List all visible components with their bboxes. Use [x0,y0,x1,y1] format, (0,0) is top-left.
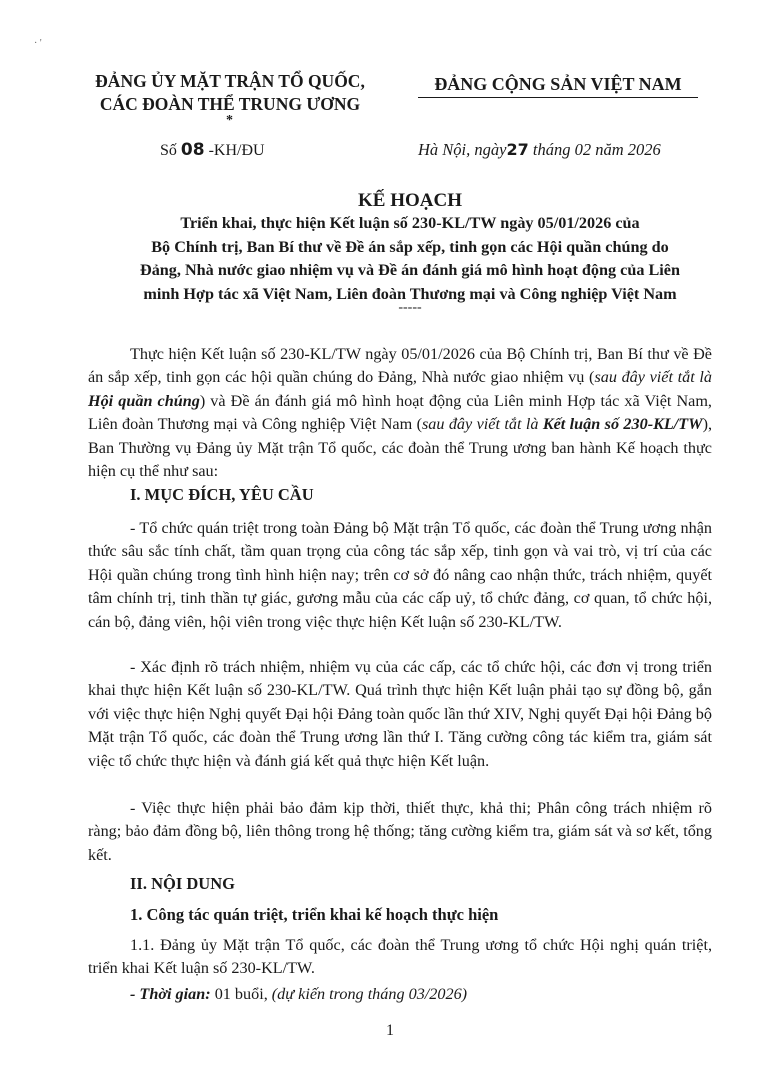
title-separator: ----- [398,300,422,315]
subtitle-line: Bộ Chính trị, Ban Bí thư về Đề án sắp xếp, tinh gọn các Hội quần chúng do [151,237,669,256]
date-prefix: Hà Nội, ngày [418,140,507,159]
document-title: KẾ HOẠCH [358,190,462,211]
section-2-heading [88,872,712,895]
document-number [160,140,265,160]
section-1-para-2 [88,656,712,773]
intro-text-3: ), Ban Thường vụ Đảng ủy Mặt trận Tổ quốc, các đoàn thể Trung ương ban hành Kế hoạch thực hiện cụ thể như sau: [88,415,713,481]
org-line-1: ĐẢNG ỦY MẶT TRẬN TỔ QUỐC, [95,71,365,91]
date-day: 27 [506,140,529,159]
section-1-heading [88,483,712,506]
party-underline [418,97,698,98]
issuing-organization [60,70,400,116]
section-2-subheading [88,903,712,926]
time-label: - Thời gian: [130,985,211,1003]
time-value: 01 buổi, [210,985,272,1003]
date-suffix: tháng 02 năm 2026 [532,140,661,159]
intro-italic-1: sau đây viết tắt là [594,368,713,387]
so-number: 08 [180,140,205,160]
subsection-heading: 1. Công tác quán triệt, triển khai kế hoạch thực hiện [130,905,499,924]
subtitle-line: Đảng, Nhà nước giao nhiệm vụ và Đề án đánh giá mô hình hoạt động của Liên [140,261,680,279]
document-date [418,140,661,160]
paragraph-text: - Tổ chức quán triệt trong toàn Đảng bộ Mặt trận Tổ quốc, các đoàn thể Trung ương nhận thức sâu sắc tính chất, tầm quan trọng của công tác sắp xếp, tinh gọn và vai trò, vị trí của các Hội quần chúng trong tình hình hiện nay; trên cơ sở đó nâng cao nhận thức, trách nhiệm, quyết tâm chính trị, tinh thần tự giác, gương mẫu của các cấp uỷ, tổ chức đảng, cơ quan, tổ chức hội, cán bộ, đảng viên, hội viên trong việc thực hiện Kết luận số 230-KL/TW. [88,519,712,631]
document-subtitle [84,212,736,306]
section-1-para-3 [88,797,712,867]
paragraph-text: - Xác định rõ trách nhiệm, nhiệm vụ của các cấp, các tổ chức hội, các đơn vị trong triển khai thực hiện Kết luận số 230-KL/TW. Quá trình thực hiện Kết luận phải tạo sự đồng bộ, gắn với việc thực hiện Nghị quyết Đại hội Đảng toàn quốc lần thứ XIV, Nghị quyết Đại hội Đảng bộ Mặt trận Tổ quốc, các đoàn thể Trung ương lần thứ I. Tăng cường công tác kiểm tra, giám sát việc tổ chức thực hiện và đánh giá kết quả thực hiện Kết luận. [88,658,712,770]
intro-paragraph [88,343,712,483]
intro-text-2: ) và Đề án đánh giá mô hình hoạt động của Liên minh Hợp tác xã Việt Nam, Liên đoàn Thương mại và Công nghiệp Việt Nam ( [88,391,712,434]
scan-mark: · ' [34,38,42,49]
so-prefix: Số [160,142,177,159]
section-2-item-1-1 [88,934,712,981]
intro-bold-2: Kết luận số 230-KL/TW [542,415,703,434]
paragraph-text: 1.1. Đảng ủy Mặt trận Tổ quốc, các đoàn thể Trung ương tổ chức Hội nghị quán triệt, triển khai Kết luận số 230-KL/TW. [88,936,712,978]
paragraph-text: - Việc thực hiện phải bảo đảm kịp thời, thiết thực, khả thi; Phân công trách nhiệm rõ ràng; bảo đảm đồng bộ, liên thông trong hệ thống; tăng cường kiểm tra, giám sát và sơ kết, tổng kết. [88,799,712,864]
party-name: ĐẢNG CỘNG SẢN VIỆT NAM [434,74,682,94]
page-number: 1 [386,1022,394,1039]
intro-italic-2: sau đây viết tắt là [421,415,543,434]
intro-text-1: Thực hiện Kết luận số 230-KL/TW ngày 05/01/2026 của Bộ Chính trị, Ban Bí thư về Đề án sắp xếp, tinh gọn các hội quần chúng do Đảng, Nhà nước giao nhiệm vụ ( [88,345,712,387]
section-heading: II. NỘI DUNG [130,874,235,893]
section-1-para-1 [88,517,712,634]
intro-bold-1: Hội quần chúng [88,391,200,410]
subtitle-line: minh Hợp tác xã Việt Nam, Liên đoàn Thương mại và Công nghiệp Việt Nam [143,284,677,303]
time-note: (dự kiến trong tháng 03/2026) [271,985,468,1003]
party-header [408,74,708,98]
section-heading: I. MỤC ĐÍCH, YÊU CẦU [130,485,314,504]
star-mark: * [226,113,233,128]
org-line-2: CÁC ĐOÀN THỂ TRUNG ƯƠNG [99,94,361,114]
time-line [88,983,712,1006]
so-suffix: -KH/ĐU [208,142,265,159]
subtitle-line: Triển khai, thực hiện Kết luận số 230-KL/TW ngày 05/01/2026 của [180,214,640,232]
